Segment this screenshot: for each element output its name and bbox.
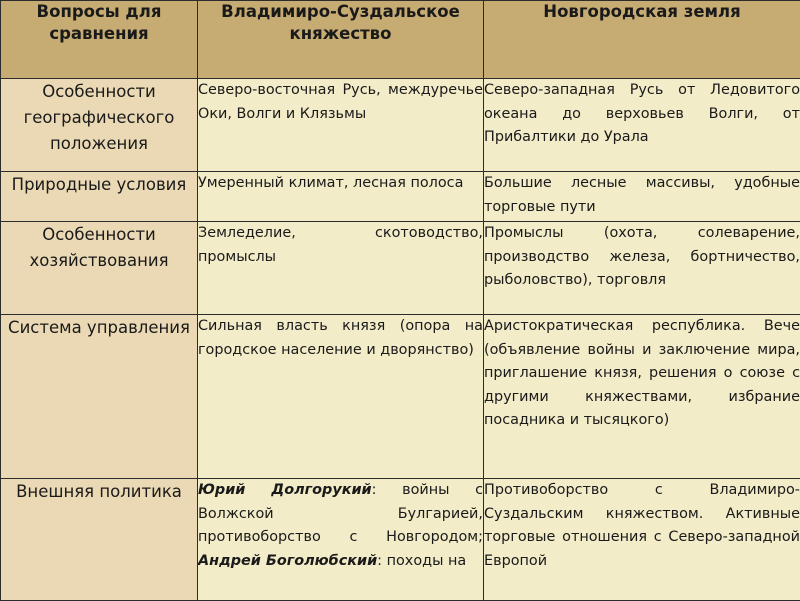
table-row — [1, 479, 800, 601]
question-nature: Природные условия — [1, 172, 198, 222]
text-andrey-campaigns: : походы на — [377, 553, 466, 569]
cell-vladimir-geography: Северо-восточная Русь, междуречье Оки, Волги и Клязьмы — [198, 79, 484, 172]
question-foreign-policy: Внешняя политика — [1, 479, 198, 601]
cell-novgorod-nature: Большие лесные массивы, удобные торговые пути — [484, 172, 800, 222]
cell-vladimir-nature: Умеренный климат, лесная полоса — [198, 172, 484, 222]
header-vladimir: Владимиро-Суздальское княжество — [198, 1, 484, 79]
table-row — [1, 315, 800, 479]
question-geography: Особенности географического положения — [1, 79, 198, 172]
cell-novgorod-economy: Промыслы (охота, солеварение, производство железа, бортничество, рыболовство), торговля — [484, 222, 800, 315]
header-questions: Вопросы для сравнения — [1, 1, 198, 79]
cell-vladimir-foreign-policy — [198, 479, 484, 601]
table-row — [1, 172, 800, 222]
name-yuri-dolgoruky: Юрий Долгорукий — [198, 482, 372, 498]
cell-novgorod-foreign-policy: Противоборство с Владимиро-Суздальским княжеством. Активные торговые отношения с Северо-западной Европой — [484, 479, 800, 601]
cell-novgorod-governance: Аристократическая республика. Вече (объявление войны и заключение мира, приглашение князя, решения о союзе с другими княжествами, избрание посадника и тысяцкого) — [484, 315, 800, 479]
cell-novgorod-geography: Северо-западная Русь от Ледовитого океана до верховьев Волги, от Прибалтики до Урала — [484, 79, 800, 172]
table-row — [1, 79, 800, 172]
question-governance: Система управления — [1, 315, 198, 479]
text-yuri-wars: : войны с Волжской Булгарией, противоборство с Новгородом; — [198, 482, 483, 545]
header-row — [1, 1, 800, 79]
header-novgorod: Новгородская земля — [484, 1, 800, 79]
table-row — [1, 222, 800, 315]
name-andrey-bogolyubsky: Андрей Боголюбский — [198, 553, 377, 569]
question-economy: Особенности хозяйствования — [1, 222, 198, 315]
cell-vladimir-economy: Земледелие, скотоводство, промыслы — [198, 222, 484, 315]
cell-vladimir-governance: Сильная власть князя (опора на городское население и дворянство) — [198, 315, 484, 479]
